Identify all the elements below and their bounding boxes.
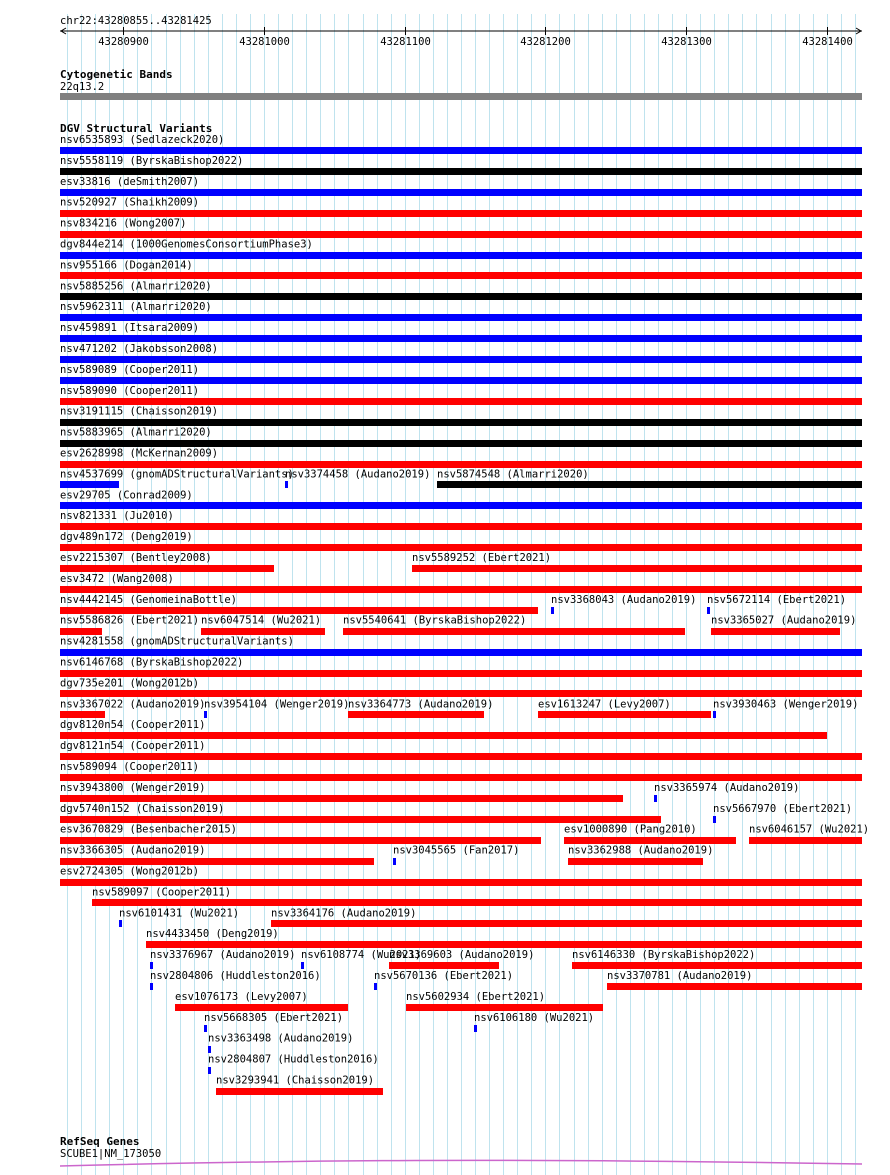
dgv-feature-label: esv1000890 (Pang2010) xyxy=(564,823,697,836)
dgv-feature-label: nsv6047514 (Wu2021) xyxy=(201,614,322,627)
dgv-feature-label: nsv3370781 (Audano2019) xyxy=(607,970,753,982)
dgv-feature-label: nsv2804806 (Huddleston2016) xyxy=(150,970,321,982)
dgv-feature-bar[interactable] xyxy=(201,628,325,635)
dgv-feature-bar[interactable] xyxy=(654,795,657,802)
dgv-feature-label: esv29705 (Conrad2009) xyxy=(60,489,193,502)
dgv-feature-label: nsv5668305 (Ebert2021) xyxy=(204,1011,344,1024)
dgv-feature-label: nsv3943800 (Wenger2019) xyxy=(60,781,206,794)
dgv-feature-bar[interactable] xyxy=(749,837,862,844)
dgv-feature-label: dgv844e214 (1000GenomesConsortiumPhase3) xyxy=(60,238,313,251)
dgv-feature-bar[interactable] xyxy=(60,837,541,844)
dgv-feature-label: esv2724305 (Wong2012b) xyxy=(60,865,200,878)
dgv-feature-bar[interactable] xyxy=(301,962,304,969)
dgv-feature-bar[interactable] xyxy=(60,858,374,865)
dgv-feature-label: nsv5672114 (Ebert2021) xyxy=(707,593,847,606)
dgv-feature-label: nsv4281558 (gnomADStructuralVariants) xyxy=(60,635,294,648)
dgv-feature-label: nsv3368043 (Audano2019) xyxy=(551,593,697,606)
dgv-feature-bar[interactable] xyxy=(707,607,710,614)
dgv-feature-label: nsv3374458 (Audano2019) xyxy=(285,468,431,481)
dgv-feature-label: nsv4537699 (gnomADStructuralVariants) xyxy=(60,468,294,481)
dgv-feature-label: nsv834216 (Wong2007) xyxy=(60,217,187,230)
dgv-feature-label: nsv6535893 (Sedlazeck2020) xyxy=(60,134,225,146)
dgv-feature-bar[interactable] xyxy=(146,941,862,948)
dgv-feature-bar[interactable] xyxy=(60,586,862,593)
dgv-feature-label: nsv3365027 (Audano2019) xyxy=(711,614,857,627)
dgv-feature-bar[interactable] xyxy=(60,168,862,175)
ruler-tick-label: 43281200 xyxy=(520,36,571,48)
dgv-feature-bar[interactable] xyxy=(60,816,661,823)
dgv-feature-bar[interactable] xyxy=(204,711,207,718)
dgv-feature-bar[interactable] xyxy=(60,753,862,760)
dgv-feature-label: nsv3364176 (Audano2019) xyxy=(271,907,417,920)
refseq-track-title: RefSeq Genes xyxy=(60,1135,140,1148)
dgv-feature-bar[interactable] xyxy=(389,962,499,969)
dgv-feature-label: nsv4433450 (Deng2019) xyxy=(146,928,279,941)
dgv-feature-label: nsv5558119 (ByrskaBishop2022) xyxy=(60,154,244,167)
dgv-feature-bar[interactable] xyxy=(60,795,623,802)
dgv-feature-bar[interactable] xyxy=(393,858,396,865)
dgv-feature-label: esv3670829 (Besenbacher2015) xyxy=(60,823,238,836)
dgv-feature-label: dgv5740n152 (Chaisson2019) xyxy=(60,802,225,815)
dgv-feature-bar[interactable] xyxy=(713,711,716,718)
dgv-feature-bar[interactable] xyxy=(60,272,862,279)
cytoband-bar[interactable] xyxy=(60,93,862,100)
dgv-feature-label: nsv3366305 (Audano2019) xyxy=(60,844,206,857)
dgv-feature-label: nsv589090 (Cooper2011) xyxy=(60,384,200,397)
dgv-feature-bar[interactable] xyxy=(60,398,862,405)
dgv-feature-bar[interactable] xyxy=(60,774,862,781)
dgv-feature-label: nsv5540641 (ByrskaBishop2022) xyxy=(343,614,527,627)
dgv-feature-bar[interactable] xyxy=(60,544,862,551)
dgv-feature-label: nsv821331 (Ju2010) xyxy=(60,510,174,523)
dgv-feature-bar[interactable] xyxy=(216,1088,383,1095)
dgv-feature-bar[interactable] xyxy=(713,816,716,823)
dgv-feature-bar[interactable] xyxy=(285,481,288,488)
dgv-feature-label: nsv6106180 (Wu2021) xyxy=(474,1011,595,1024)
dgv-feature-label: dgv8120n54 (Cooper2011) xyxy=(60,719,206,732)
dgv-feature-bar[interactable] xyxy=(60,690,862,697)
dgv-feature-label: nsv3376967 (Audano2019) xyxy=(150,949,296,962)
dgv-feature-bar[interactable] xyxy=(208,1067,211,1074)
dgv-feature-bar[interactable] xyxy=(60,189,862,196)
ruler-location: chr22:43280855..43281425 xyxy=(60,15,212,27)
dgv-feature-label: nsv6108774 (Wu2021) xyxy=(301,949,422,962)
dgv-feature-label: nsv2804807 (Huddleston2016) xyxy=(208,1053,379,1066)
dgv-feature-bar[interactable] xyxy=(538,711,711,718)
dgv-feature-label: dgv735e201 (Wong2012b) xyxy=(60,677,200,690)
dgv-feature-bar[interactable] xyxy=(60,231,862,238)
dgv-feature-bar[interactable] xyxy=(564,837,736,844)
dgv-feature-label: nsv3369603 (Audano2019) xyxy=(389,949,535,962)
dgv-feature-bar[interactable] xyxy=(175,1004,348,1011)
ruler-tick-label: 43281300 xyxy=(661,36,712,48)
dgv-feature-bar[interactable] xyxy=(348,711,484,718)
dgv-feature-bar[interactable] xyxy=(204,1025,207,1032)
dgv-feature-label: nsv6146330 (ByrskaBishop2022) xyxy=(572,949,756,962)
ruler-tick-label: 43281100 xyxy=(380,36,431,48)
dgv-feature-label: nsv3362988 (Audano2019) xyxy=(568,844,714,857)
dgv-feature-label: nsv5883965 (Almarri2020) xyxy=(60,426,212,439)
dgv-feature-label: esv3472 (Wang2008) xyxy=(60,572,174,585)
dgv-feature-label: nsv5670136 (Ebert2021) xyxy=(374,970,514,982)
ruler-tick-label: 43280900 xyxy=(98,36,149,48)
dgv-feature-bar[interactable] xyxy=(119,920,122,927)
dgv-feature-bar[interactable] xyxy=(60,502,862,509)
dgv-feature-bar[interactable] xyxy=(60,314,862,321)
dgv-feature-bar[interactable] xyxy=(60,649,862,656)
dgv-feature-bar[interactable] xyxy=(551,607,554,614)
dgv-feature-bar[interactable] xyxy=(60,565,274,572)
dgv-feature-label: nsv5602934 (Ebert2021) xyxy=(406,990,546,1003)
dgv-features xyxy=(60,134,869,1095)
dgv-feature-bar[interactable] xyxy=(60,252,862,259)
dgv-feature-bar[interactable] xyxy=(60,440,862,447)
dgv-feature-bar[interactable] xyxy=(60,879,862,886)
dgv-feature-label: nsv6101431 (Wu2021) xyxy=(119,907,240,920)
dgv-feature-label: nsv955166 (Dogan2014) xyxy=(60,259,193,272)
dgv-feature-label: nsv5885256 (Almarri2020) xyxy=(60,280,212,293)
dgv-feature-bar[interactable] xyxy=(150,962,153,969)
dgv-track xyxy=(60,122,869,1095)
dgv-feature-bar[interactable] xyxy=(343,628,685,635)
dgv-feature-label: nsv3293941 (Chaisson2019) xyxy=(216,1074,375,1087)
dgv-feature-label: nsv520927 (Shaikh2009) xyxy=(60,196,200,209)
dgv-feature-bar[interactable] xyxy=(568,858,703,865)
dgv-feature-bar[interactable] xyxy=(572,962,862,969)
dgv-feature-label: nsv3191115 (Chaisson2019) xyxy=(60,405,219,418)
dgv-track-title: DGV Structural Variants xyxy=(60,122,213,135)
dgv-feature-bar[interactable] xyxy=(607,983,862,990)
dgv-feature-label: esv2215307 (Bentley2008) xyxy=(60,552,212,564)
dgv-feature-label: nsv6146768 (ByrskaBishop2022) xyxy=(60,656,244,669)
dgv-feature-label: nsv3954104 (Wenger2019) xyxy=(204,698,350,711)
dgv-feature-bar[interactable] xyxy=(60,711,105,718)
dgv-feature-bar[interactable] xyxy=(271,920,862,927)
dgv-feature-label: nsv3365974 (Audano2019) xyxy=(654,781,800,794)
dgv-feature-label: esv33816 (deSmith2007) xyxy=(60,175,200,188)
dgv-feature-bar[interactable] xyxy=(60,607,538,614)
dgv-feature-label: dgv489n172 (Deng2019) xyxy=(60,531,193,544)
dgv-feature-bar[interactable] xyxy=(60,147,862,154)
dgv-feature-label: nsv5874548 (Almarri2020) xyxy=(437,468,589,481)
cytoband-track-title: Cytogenetic Bands xyxy=(60,68,173,81)
dgv-feature-label: nsv6046157 (Wu2021) xyxy=(749,823,870,836)
dgv-feature-bar[interactable] xyxy=(60,293,862,300)
dgv-feature-bar[interactable] xyxy=(92,899,862,906)
dgv-feature-bar[interactable] xyxy=(60,628,102,635)
dgv-feature-bar[interactable] xyxy=(437,481,862,488)
dgv-feature-label: nsv5586826 (Ebert2021) xyxy=(60,614,200,627)
dgv-feature-label: nsv3045565 (Fan2017) xyxy=(393,844,520,857)
dgv-feature-bar[interactable] xyxy=(60,335,862,342)
dgv-feature-label: nsv5962311 (Almarri2020) xyxy=(60,301,212,314)
dgv-feature-label: nsv589094 (Cooper2011) xyxy=(60,761,200,773)
dgv-feature-bar[interactable] xyxy=(150,983,153,990)
cytoband-label: 22q13.2 xyxy=(60,81,105,93)
dgv-feature-bar[interactable] xyxy=(374,983,377,990)
dgv-feature-bar[interactable] xyxy=(60,210,862,217)
dgv-feature-label: nsv3364773 (Audano2019) xyxy=(348,698,494,711)
dgv-feature-label: dgv8121n54 (Cooper2011) xyxy=(60,740,206,753)
dgv-feature-label: nsv3367022 (Audano2019) xyxy=(60,698,206,711)
dgv-feature-label: esv1613247 (Levy2007) xyxy=(538,698,671,711)
refseq-gene-label: SCUBE1|NM_173050 xyxy=(60,1148,162,1160)
ruler-tick-label: 43281000 xyxy=(239,36,290,48)
dgv-feature-bar[interactable] xyxy=(60,356,862,363)
dgv-feature-label: nsv3930463 (Wenger2019) xyxy=(713,698,859,711)
dgv-feature-bar[interactable] xyxy=(474,1025,477,1032)
dgv-feature-bar[interactable] xyxy=(60,523,862,530)
ruler-tick-label: 43281400 xyxy=(802,36,853,48)
dgv-feature-bar[interactable] xyxy=(711,628,840,635)
dgv-feature-label: nsv3363498 (Audano2019) xyxy=(208,1032,354,1045)
dgv-feature-label: nsv589097 (Cooper2011) xyxy=(92,886,232,899)
dgv-feature-bar[interactable] xyxy=(60,461,862,468)
dgv-feature-label: nsv4442145 (GenomeinaBottle) xyxy=(60,593,238,606)
dgv-feature-label: nsv589089 (Cooper2011) xyxy=(60,363,200,376)
dgv-feature-bar[interactable] xyxy=(406,1004,603,1011)
dgv-feature-bar[interactable] xyxy=(412,565,862,572)
dgv-feature-label: nsv5667970 (Ebert2021) xyxy=(713,802,853,815)
dgv-feature-label: nsv471202 (Jakobsson2008) xyxy=(60,343,219,355)
dgv-feature-bar[interactable] xyxy=(60,670,862,677)
dgv-feature-label: esv2628998 (McKernan2009) xyxy=(60,447,219,460)
dgv-feature-bar[interactable] xyxy=(60,419,862,426)
dgv-feature-bar[interactable] xyxy=(60,732,827,739)
dgv-feature-bar[interactable] xyxy=(60,377,862,384)
dgv-feature-bar[interactable] xyxy=(208,1046,211,1053)
dgv-feature-label: nsv5589252 (Ebert2021) xyxy=(412,552,552,564)
dgv-feature-label: esv1076173 (Levy2007) xyxy=(175,990,308,1003)
dgv-feature-bar[interactable] xyxy=(60,481,119,488)
dgv-feature-label: nsv459891 (Itsara2009) xyxy=(60,322,200,335)
